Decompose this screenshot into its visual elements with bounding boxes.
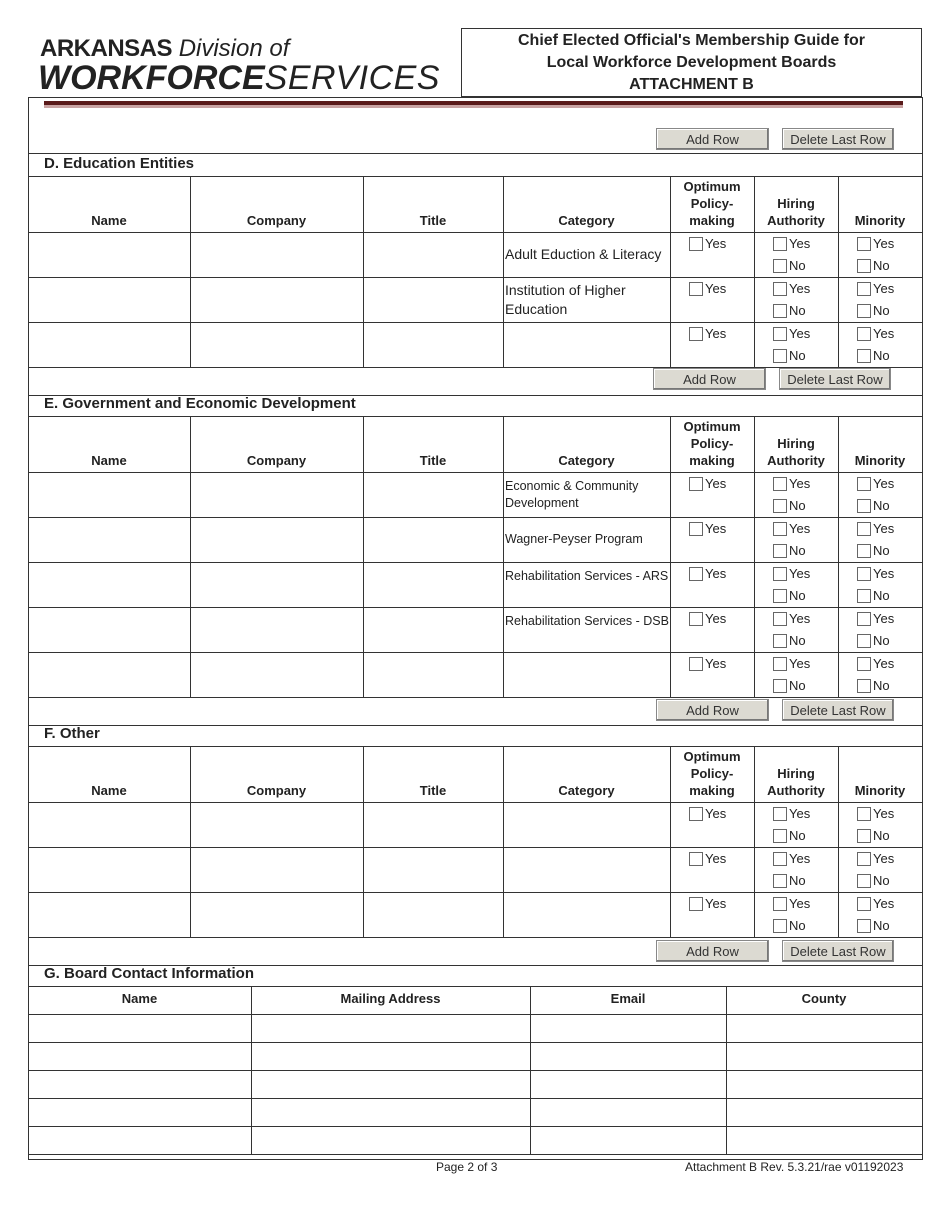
checkbox-square-icon[interactable]: [773, 544, 787, 558]
category-label: Adult Eduction & Literacy: [505, 246, 662, 262]
checkbox-label: Yes: [705, 896, 727, 911]
name-column-header: Name: [91, 783, 127, 798]
checkbox-square-icon[interactable]: [689, 477, 703, 491]
email-input[interactable]: [531, 1071, 725, 1097]
hiring-yes-checkbox[interactable]: [773, 476, 810, 492]
checkbox-label: Yes: [789, 476, 811, 491]
minority-column-header: Minority: [854, 453, 906, 468]
contact-name-input[interactable]: [29, 1127, 250, 1153]
county-input[interactable]: [727, 1071, 921, 1097]
header-rule-shadow: [44, 105, 903, 108]
checkbox-label: No: [873, 918, 890, 933]
hiring-no-checkbox[interactable]: [773, 828, 806, 844]
checkbox-square-icon[interactable]: [689, 897, 703, 911]
checkbox-label: No: [873, 498, 890, 513]
checkbox-square-icon[interactable]: [689, 327, 703, 341]
checkbox-label: No: [873, 543, 890, 558]
name-input[interactable]: [29, 653, 189, 696]
hiring-yes-checkbox[interactable]: [773, 656, 810, 672]
checkbox-square-icon[interactable]: [857, 349, 871, 363]
logo-arkansas: ARKANSAS: [40, 35, 173, 62]
checkbox-label: No: [873, 633, 890, 648]
title-input[interactable]: [364, 608, 502, 651]
title-input[interactable]: [364, 848, 502, 891]
checkbox-label: Yes: [705, 476, 727, 491]
mailing-address-input[interactable]: [252, 1099, 529, 1125]
title-input[interactable]: [364, 323, 502, 366]
add-row-button[interactable]: Add Row: [653, 368, 766, 390]
checkbox-square-icon[interactable]: [773, 657, 787, 671]
checkbox-label: Yes: [705, 566, 727, 581]
divider: [28, 746, 923, 747]
title-input[interactable]: [364, 473, 502, 516]
column-divider: [838, 746, 839, 937]
divider: [28, 176, 923, 177]
checkbox-label: Yes: [873, 326, 895, 341]
checkbox-label: No: [789, 348, 806, 363]
name-input[interactable]: [29, 233, 189, 276]
section_d-heading: D. Education Entities: [44, 155, 195, 172]
logo-services: SERVICES: [264, 59, 440, 97]
checkbox-square-icon[interactable]: [857, 327, 871, 341]
company-input[interactable]: [191, 653, 362, 696]
company-input[interactable]: [191, 563, 362, 606]
checkbox-label: Yes: [789, 281, 811, 296]
delete-last-row-button[interactable]: Delete Last Row: [782, 940, 894, 962]
checkbox-label: Yes: [705, 806, 727, 821]
county-column-header: County: [801, 991, 847, 1006]
title-column-header: Title: [419, 453, 447, 468]
checkbox-label: No: [789, 258, 806, 273]
name-input[interactable]: [29, 518, 189, 561]
optimum-yes-checkbox[interactable]: [689, 851, 726, 867]
column-divider: [754, 176, 755, 367]
name-input[interactable]: [29, 608, 189, 651]
checkbox-square-icon[interactable]: [773, 852, 787, 866]
contact-name-input[interactable]: [29, 1015, 250, 1041]
divider: [28, 965, 923, 966]
checkbox-square-icon[interactable]: [857, 522, 871, 536]
checkbox-label: No: [789, 828, 806, 843]
logo-line-2: [38, 60, 440, 96]
checkbox-square-icon[interactable]: [857, 544, 871, 558]
checkbox-label: No: [873, 303, 890, 318]
company-input[interactable]: [191, 608, 362, 651]
optimum-yes-checkbox[interactable]: [689, 896, 726, 912]
email-input[interactable]: [531, 1015, 725, 1041]
checkbox-label: No: [789, 633, 806, 648]
hiring-yes-checkbox[interactable]: [773, 281, 810, 297]
email-input[interactable]: [531, 1043, 725, 1069]
minority-yes-checkbox[interactable]: [857, 326, 894, 342]
add-row-button[interactable]: Add Row: [656, 128, 769, 150]
checkbox-label: Yes: [873, 476, 895, 491]
delete-last-row-button[interactable]: Delete Last Row: [782, 128, 894, 150]
minority-yes-checkbox[interactable]: [857, 521, 894, 537]
checkbox-square-icon[interactable]: [773, 807, 787, 821]
name-input[interactable]: [29, 563, 189, 606]
county-input[interactable]: [727, 1099, 921, 1125]
checkbox-label: No: [789, 678, 806, 693]
company-column-header: Company: [246, 783, 307, 798]
checkbox-square-icon[interactable]: [857, 657, 871, 671]
checkbox-label: No: [789, 918, 806, 933]
checkbox-square-icon[interactable]: [773, 567, 787, 581]
hiring-yes-checkbox[interactable]: [773, 896, 810, 912]
county-input[interactable]: [727, 1043, 921, 1069]
company-input[interactable]: [191, 848, 362, 891]
checkbox-label: Yes: [873, 521, 895, 536]
checkbox-square-icon[interactable]: [857, 829, 871, 843]
title-input[interactable]: [364, 803, 502, 846]
checkbox-label: Yes: [789, 521, 811, 536]
column-divider: [503, 176, 504, 367]
hiring-authority-column-header: Hiring Authority: [767, 196, 825, 228]
checkbox-square-icon[interactable]: [773, 679, 787, 693]
email-input[interactable]: [531, 1127, 725, 1153]
checkbox-label: No: [789, 873, 806, 888]
checkbox-square-icon[interactable]: [773, 349, 787, 363]
minority-yes-checkbox[interactable]: [857, 896, 894, 912]
optimum-policy-making-column-header: Optimum Policy- making: [683, 749, 741, 798]
checkbox-square-icon[interactable]: [689, 807, 703, 821]
checkbox-label: Yes: [705, 236, 727, 251]
company-input[interactable]: [191, 518, 362, 561]
checkbox-square-icon[interactable]: [773, 499, 787, 513]
title-input[interactable]: [364, 278, 502, 321]
name-input[interactable]: [29, 893, 189, 936]
minority-no-checkbox[interactable]: [857, 498, 890, 514]
title-input[interactable]: [364, 563, 502, 606]
checkbox-square-icon[interactable]: [857, 282, 871, 296]
checkbox-square-icon[interactable]: [857, 304, 871, 318]
optimum-yes-checkbox[interactable]: [689, 281, 726, 297]
hiring-no-checkbox[interactable]: [773, 498, 806, 514]
row-divider: [28, 697, 923, 698]
optimum-policy-making-column-header: Optimum Policy- making: [683, 179, 741, 228]
checkbox-label: No: [789, 303, 806, 318]
checkbox-square-icon[interactable]: [857, 237, 871, 251]
hiring-yes-checkbox[interactable]: [773, 806, 810, 822]
minority-yes-checkbox[interactable]: [857, 566, 894, 582]
hiring-yes-checkbox[interactable]: [773, 521, 810, 537]
hiring-no-checkbox[interactable]: [773, 348, 806, 364]
title-column-header: Title: [419, 783, 447, 798]
title-column-header: Title: [419, 213, 447, 228]
checkbox-label: Yes: [789, 326, 811, 341]
checkbox-square-icon[interactable]: [773, 259, 787, 273]
category-column-header: Category: [558, 453, 615, 468]
name-column-header: Name: [91, 453, 127, 468]
name-input[interactable]: [29, 803, 189, 846]
checkbox-square-icon[interactable]: [857, 499, 871, 513]
minority-no-checkbox[interactable]: [857, 873, 890, 889]
delete-last-row-button[interactable]: Delete Last Row: [779, 368, 891, 390]
hiring-no-checkbox[interactable]: [773, 873, 806, 889]
checkbox-square-icon[interactable]: [857, 259, 871, 273]
minority-no-checkbox[interactable]: [857, 918, 890, 934]
checkbox-square-icon[interactable]: [689, 852, 703, 866]
mailing-address-input[interactable]: [252, 1071, 529, 1097]
title-line-3: ATTACHMENT B: [629, 76, 754, 93]
hiring-yes-checkbox[interactable]: [773, 566, 810, 582]
optimum-yes-checkbox[interactable]: [689, 566, 726, 582]
section_f-heading: F. Other: [44, 725, 100, 742]
checkbox-label: Yes: [789, 851, 811, 866]
hiring-no-checkbox[interactable]: [773, 588, 806, 604]
checkbox-square-icon[interactable]: [689, 282, 703, 296]
contact-name-input[interactable]: [29, 1099, 250, 1125]
checkbox-square-icon[interactable]: [773, 874, 787, 888]
checkbox-square-icon[interactable]: [689, 612, 703, 626]
checkbox-label: Yes: [705, 281, 727, 296]
company-column-header: Company: [246, 453, 307, 468]
divider: [28, 416, 923, 417]
checkbox-label: No: [873, 348, 890, 363]
name-input[interactable]: [29, 473, 189, 516]
add-row-button[interactable]: Add Row: [656, 940, 769, 962]
checkbox-square-icon[interactable]: [689, 522, 703, 536]
checkbox-square-icon[interactable]: [857, 852, 871, 866]
checkbox-square-icon[interactable]: [857, 897, 871, 911]
checkbox-label: No: [873, 678, 890, 693]
checkbox-square-icon[interactable]: [857, 589, 871, 603]
row-divider: [28, 937, 923, 938]
checkbox-square-icon[interactable]: [773, 477, 787, 491]
checkbox-label: Yes: [873, 806, 895, 821]
logo-workforce: WORKFORCE: [38, 59, 265, 97]
hiring-no-checkbox[interactable]: [773, 633, 806, 649]
optimum-yes-checkbox[interactable]: [689, 656, 726, 672]
checkbox-square-icon[interactable]: [773, 919, 787, 933]
optimum-yes-checkbox[interactable]: [689, 806, 726, 822]
checkbox-square-icon[interactable]: [689, 237, 703, 251]
contact-name-input[interactable]: [29, 1071, 250, 1097]
row-divider: [28, 1154, 923, 1155]
divider: [28, 986, 923, 987]
delete-last-row-button[interactable]: Delete Last Row: [782, 699, 894, 721]
page-number: Page 2 of 3: [436, 1160, 498, 1174]
section_e-heading: E. Government and Economic Development: [44, 395, 356, 412]
optimum-yes-checkbox[interactable]: [689, 326, 726, 342]
checkbox-label: Yes: [705, 656, 727, 671]
checkbox-label: Yes: [873, 611, 895, 626]
category-label: Rehabilitation Services - ARS: [505, 569, 669, 583]
minority-yes-checkbox[interactable]: [857, 656, 894, 672]
optimum-yes-checkbox[interactable]: [689, 521, 726, 537]
checkbox-square-icon[interactable]: [773, 829, 787, 843]
checkbox-label: Yes: [873, 566, 895, 581]
category-label: Rehabilitation Services - DSB: [505, 614, 669, 628]
column-divider: [670, 746, 671, 937]
minority-yes-checkbox[interactable]: [857, 281, 894, 297]
hiring-no-checkbox[interactable]: [773, 678, 806, 694]
divider: [28, 153, 923, 154]
optimum-yes-checkbox[interactable]: [689, 611, 726, 627]
minority-column-header: Minority: [854, 213, 906, 228]
category-label: Wagner-Peyser Program: [505, 532, 643, 546]
checkbox-square-icon[interactable]: [773, 634, 787, 648]
checkbox-square-icon[interactable]: [773, 304, 787, 318]
title-line-1: Chief Elected Official's Membership Guide for: [518, 32, 865, 49]
company-input[interactable]: [191, 893, 362, 936]
title-input[interactable]: [364, 518, 502, 561]
checkbox-square-icon[interactable]: [773, 612, 787, 626]
checkbox-square-icon[interactable]: [857, 919, 871, 933]
email-column-header: Email: [610, 991, 646, 1006]
logo-division-of: Division of: [178, 35, 290, 62]
checkbox-square-icon[interactable]: [857, 612, 871, 626]
checkbox-square-icon[interactable]: [773, 282, 787, 296]
checkbox-label: No: [873, 258, 890, 273]
optimum-yes-checkbox[interactable]: [689, 476, 726, 492]
column-divider: [670, 416, 671, 697]
checkbox-label: Yes: [789, 566, 811, 581]
category-label: Economic & Community Development: [505, 479, 639, 510]
company-input[interactable]: [191, 803, 362, 846]
minority-no-checkbox[interactable]: [857, 828, 890, 844]
checkbox-label: No: [789, 588, 806, 603]
column-divider: [754, 746, 755, 937]
contact-name-column-header: Name: [121, 991, 158, 1006]
category-column-header: Category: [558, 213, 615, 228]
contact-name-input[interactable]: [29, 1043, 250, 1069]
hiring-yes-checkbox[interactable]: [773, 611, 810, 627]
column-divider: [754, 416, 755, 697]
checkbox-square-icon[interactable]: [857, 807, 871, 821]
hiring-no-checkbox[interactable]: [773, 258, 806, 274]
column-divider: [838, 176, 839, 367]
checkbox-label: Yes: [705, 851, 727, 866]
hiring-no-checkbox[interactable]: [773, 918, 806, 934]
mailing-address-input[interactable]: [252, 1015, 529, 1041]
column-divider: [503, 746, 504, 937]
mailing-address-column-header: Mailing Address: [340, 991, 441, 1006]
checkbox-square-icon[interactable]: [857, 567, 871, 581]
checkbox-label: Yes: [873, 281, 895, 296]
minority-no-checkbox[interactable]: [857, 678, 890, 694]
column-divider: [670, 176, 671, 367]
county-input[interactable]: [727, 1127, 921, 1153]
add-row-button[interactable]: Add Row: [656, 699, 769, 721]
checkbox-label: No: [873, 873, 890, 888]
minority-yes-checkbox[interactable]: [857, 476, 894, 492]
checkbox-label: No: [789, 543, 806, 558]
name-column-header: Name: [91, 213, 127, 228]
checkbox-square-icon[interactable]: [773, 589, 787, 603]
minority-column-header: Minority: [854, 783, 906, 798]
minority-yes-checkbox[interactable]: [857, 611, 894, 627]
category-label: Institution of Higher Education: [505, 282, 626, 317]
minority-no-checkbox[interactable]: [857, 588, 890, 604]
minority-yes-checkbox[interactable]: [857, 236, 894, 252]
name-input[interactable]: [29, 323, 189, 366]
optimum-policy-making-column-header: Optimum Policy- making: [683, 419, 741, 468]
company-column-header: Company: [246, 213, 307, 228]
checkbox-label: No: [873, 588, 890, 603]
minority-no-checkbox[interactable]: [857, 543, 890, 559]
minority-yes-checkbox[interactable]: [857, 806, 894, 822]
checkbox-label: No: [789, 498, 806, 513]
checkbox-label: No: [873, 828, 890, 843]
checkbox-square-icon[interactable]: [857, 477, 871, 491]
company-input[interactable]: [191, 323, 362, 366]
checkbox-square-icon[interactable]: [773, 897, 787, 911]
checkbox-label: Yes: [789, 806, 811, 821]
minority-no-checkbox[interactable]: [857, 303, 890, 319]
hiring-authority-column-header: Hiring Authority: [767, 436, 825, 468]
company-input[interactable]: [191, 473, 362, 516]
hiring-no-checkbox[interactable]: [773, 303, 806, 319]
hiring-yes-checkbox[interactable]: [773, 851, 810, 867]
checkbox-label: Yes: [873, 236, 895, 251]
checkbox-square-icon[interactable]: [857, 874, 871, 888]
minority-no-checkbox[interactable]: [857, 348, 890, 364]
checkbox-label: Yes: [705, 326, 727, 341]
divider: [28, 725, 923, 726]
name-input[interactable]: [29, 848, 189, 891]
hiring-authority-column-header: Hiring Authority: [767, 766, 825, 798]
checkbox-square-icon[interactable]: [773, 522, 787, 536]
title-input[interactable]: [364, 653, 502, 696]
title-line-2: Local Workforce Development Boards: [546, 54, 837, 71]
checkbox-square-icon[interactable]: [773, 327, 787, 341]
checkbox-label: Yes: [873, 851, 895, 866]
checkbox-square-icon[interactable]: [857, 679, 871, 693]
minority-no-checkbox[interactable]: [857, 258, 890, 274]
checkbox-label: Yes: [705, 611, 727, 626]
mailing-address-input[interactable]: [252, 1127, 529, 1153]
title-input[interactable]: [364, 233, 502, 276]
checkbox-label: Yes: [789, 656, 811, 671]
checkbox-square-icon[interactable]: [689, 567, 703, 581]
county-input[interactable]: [727, 1015, 921, 1041]
company-input[interactable]: [191, 233, 362, 276]
checkbox-label: Yes: [789, 236, 811, 251]
company-input[interactable]: [191, 278, 362, 321]
checkbox-label: Yes: [705, 521, 727, 536]
name-input[interactable]: [29, 278, 189, 321]
mailing-address-input[interactable]: [252, 1043, 529, 1069]
checkbox-square-icon[interactable]: [857, 634, 871, 648]
hiring-no-checkbox[interactable]: [773, 543, 806, 559]
checkbox-square-icon[interactable]: [689, 657, 703, 671]
checkbox-label: Yes: [873, 896, 895, 911]
hiring-yes-checkbox[interactable]: [773, 326, 810, 342]
category-column-header: Category: [558, 783, 615, 798]
minority-no-checkbox[interactable]: [857, 633, 890, 649]
section-g-heading: G. Board Contact Information: [44, 965, 254, 982]
checkbox-label: Yes: [873, 656, 895, 671]
minority-yes-checkbox[interactable]: [857, 851, 894, 867]
checkbox-square-icon[interactable]: [773, 237, 787, 251]
revision-note: Attachment B Rev. 5.3.21/rae v01192023: [685, 1160, 904, 1174]
title-input[interactable]: [364, 893, 502, 936]
hiring-yes-checkbox[interactable]: [773, 236, 810, 252]
document-title: [461, 28, 922, 97]
checkbox-label: Yes: [789, 611, 811, 626]
optimum-yes-checkbox[interactable]: [689, 236, 726, 252]
email-input[interactable]: [531, 1099, 725, 1125]
checkbox-label: Yes: [789, 896, 811, 911]
